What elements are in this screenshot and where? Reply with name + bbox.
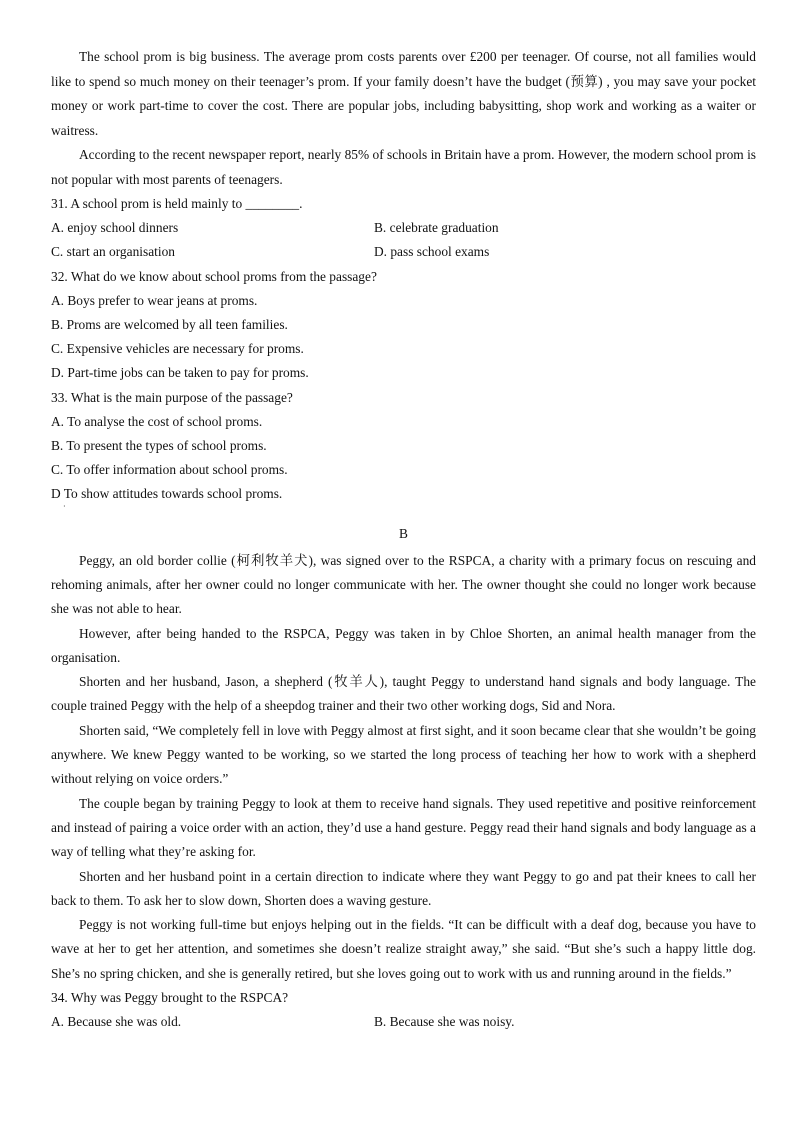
question-31-option-b[interactable]: B. celebrate graduation <box>374 220 499 236</box>
question-33-stem: 33. What is the main purpose of the passage? <box>51 389 293 405</box>
question-32-option-d[interactable]: D. Part-time jobs can be taken to pay for proms. <box>51 365 309 381</box>
question-33-option-b[interactable]: B. To present the types of school proms. <box>51 438 267 454</box>
passage-a-paragraph-1: The school prom is big business. The average prom costs parents over £200 per teenager. Of course, not all families would like to spend so much money on their teenager’s prom. If your family doesn’t have the budget (预算) , you may save your pocket money or work part-time to cover the cost. There are popular jobs, including babysitting, shop work and working as a waiter or waitress. <box>51 49 756 138</box>
passage-b-title: B <box>399 525 408 541</box>
question-32-option-a[interactable]: A. Boys prefer to wear jeans at proms. <box>51 292 258 308</box>
passage-b-paragraph-7: Peggy is not working full-time but enjoys helping out in the fields. “It can be difficult with a deaf dog, because you have to wave at her to get her attention, and sometimes she doesn’t realize straight away,” she said. “But she’s such a happy little dog. She’s no spring chicken, and she is generally retired, but she loves going out to work with us and running around in the fields.” <box>51 917 756 981</box>
question-31 <box>51 192 756 265</box>
question-31-stem: 31. A school prom is held mainly to ________. <box>51 196 303 211</box>
question-32 <box>51 265 756 386</box>
question-31-option-a[interactable]: A. enjoy school dinners <box>51 220 179 236</box>
passage-b-paragraph-5: The couple began by training Peggy to look at them to receive hand signals. They used repetitive and positive reinforcement and instead of pairing a voice order with an action, they’d use a hand gesture. Peggy read their hand signals and body language as a way of telling what they’re asking for. <box>51 795 756 860</box>
passage-b-paragraph-6: Shorten and her husband point in a certain direction to indicate where they want Peggy to go and pat their knees to call her back to them. To ask her to slow down, Shorten does a waving gesture. <box>51 868 756 908</box>
passage-b-paragraph-3: Shorten and her husband, Jason, a shepherd (牧羊人), taught Peggy to understand hand signals and body language. The couple trained Peggy with the help of a sheepdog trainer and their two other working dogs, Sid and Nora. <box>51 674 756 714</box>
question-34-option-b[interactable]: B. Because she was noisy. <box>374 1014 515 1030</box>
question-34-options-row-1 <box>51 1010 756 1034</box>
question-33 <box>51 386 756 507</box>
question-34-option-a[interactable]: A. Because she was old. <box>51 1014 182 1030</box>
passage-b <box>51 521 756 986</box>
question-32-stem: 32. What do we know about school proms from the passage? <box>51 268 377 284</box>
question-32-option-b[interactable]: B. Proms are welcomed by all teen families. <box>51 317 288 333</box>
passage-a <box>51 45 756 192</box>
question-33-option-a[interactable]: A. To analyse the cost of school proms. <box>51 413 263 429</box>
passage-b-paragraph-2: However, after being handed to the RSPCA, Peggy was taken in by Chloe Shorten, an animal health manager from the organisation. <box>51 625 756 665</box>
question-33-option-c[interactable]: C. To offer information about school proms. <box>51 462 288 478</box>
question-33-option-d[interactable]: D To show attitudes towards school proms. <box>51 486 283 502</box>
question-31-options-row-1 <box>51 216 756 240</box>
stray-mark <box>51 501 756 513</box>
question-34 <box>51 986 756 1034</box>
passage-b-paragraph-4: Shorten said, “We completely fell in love with Peggy almost at first sight, and it soon became clear that she wouldn’t be going anywhere. We knew Peggy wanted to be working, so we started the long process of teaching her how to work with a shepherd without relying on voice orders.” <box>51 722 756 787</box>
question-31-options-row-2 <box>51 240 756 264</box>
question-32-option-c[interactable]: C. Expensive vehicles are necessary for proms. <box>51 341 304 357</box>
question-31-option-c[interactable]: C. start an organisation <box>51 244 175 260</box>
passage-b-paragraph-1: Peggy, an old border collie (柯利牧羊犬), was signed over to the RSPCA, a charity with a primary focus on rescuing and rehoming animals, after her owner could no longer communicate with her. The owner thought she could no longer work because she was not able to hear. <box>51 552 756 617</box>
stray-mark-glyph: · <box>63 501 66 511</box>
passage-a-paragraph-2: According to the recent newspaper report, nearly 85% of schools in Britain have a prom. However, the modern school prom is not popular with most parents of teenagers. <box>51 147 756 187</box>
question-31-option-d[interactable]: D. pass school exams <box>374 244 490 260</box>
question-34-stem: 34. Why was Peggy brought to the RSPCA? <box>51 989 289 1005</box>
